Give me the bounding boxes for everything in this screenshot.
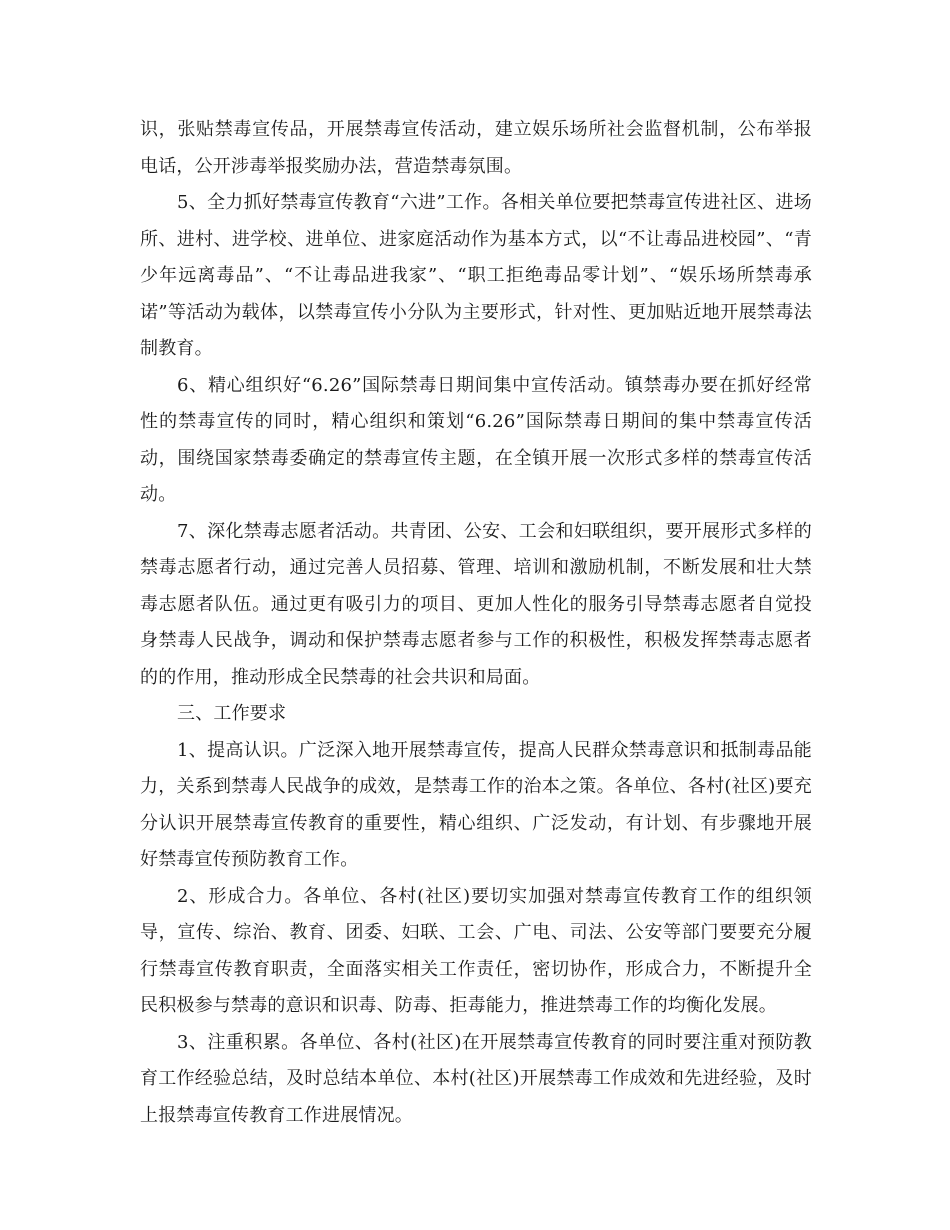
- paragraph-item-5: 5、全力抓好禁毒宣传教育“六进”工作。各相关单位要把禁毒宣传进社区、进场所、进村、进学校、进单位、进家庭活动作为基本方式，以“不让毒品进校园”、“青少年远离毒品”、“不让毒品进我家”、“职工拒绝毒品零计划”、“娱乐场所禁毒承诺”等活动为载体，以禁毒宣传小分队为主要形式，针对性、更加贴近地开展禁毒法制教育。: [140, 192, 812, 359]
- paragraph-item-7: 7、深化禁毒志愿者活动。共青团、公安、工会和妇联组织，要开展形式多样的禁毒志愿者行动，通过完善人员招募、管理、培训和激励机制，不断发展和壮大禁毒志愿者队伍。通过更有吸引力的项目、更加人性化的服务引导禁毒志愿者自觉投身禁毒人民战争，调动和保护禁毒志愿者参与工作的积极性，积极发挥禁毒志愿者的的作用，推动形成全民禁毒的社会共识和局面。: [140, 520, 812, 688]
- paragraph-item-6: 6、精心组织好“6.26”国际禁毒日期间集中宣传活动。镇禁毒办要在抓好经常性的禁毒宣传的同时，精心组织和策划“6.26”国际禁毒日期间的集中禁毒宣传活动，围绕国家禁毒委确定的禁毒宣传主题，在全镇开展一次形式多样的禁毒宣传活动。: [140, 374, 812, 505]
- paragraph-requirement-3: 3、注重积累。各单位、各村(社区)在开展禁毒宣传教育的同时要注重对预防教育工作经验总结，及时总结本单位、本村(社区)开展禁毒工作成效和先进经验，及时上报禁毒宣传教育工作进展情况。: [140, 1031, 812, 1126]
- section-heading-requirements: 三、工作要求: [177, 703, 287, 724]
- document-body: [140, 112, 812, 1134]
- paragraph-continuation: 识，张贴禁毒宣传品，开展禁毒宣传活动，建立娱乐场所社会监督机制，公布举报电话，公开涉毒举报奖励办法，营造禁毒氛围。: [140, 119, 812, 177]
- paragraph-requirement-1: 1、提高认识。广泛深入地开展禁毒宣传，提高人民群众禁毒意识和抵制毒品能力，关系到禁毒人民战争的成效，是禁毒工作的治本之策。各单位、各村(社区)要充分认识开展禁毒宣传教育的重要性，精心组织、广泛发动，有计划、有步骤地开展好禁毒宣传预防教育工作。: [140, 739, 812, 870]
- paragraph-requirement-2: 2、形成合力。各单位、各村(社区)要切实加强对禁毒宣传教育工作的组织领导，宣传、综治、教育、团委、妇联、工会、广电、司法、公安等部门要要充分履行禁毒宣传教育职责，全面落实相关工作责任，密切协作，形成合力，不断提升全民积极参与禁毒的意识和识毒、防毒、拒毒能力，推进禁毒工作的均衡化发展。: [140, 885, 812, 1016]
